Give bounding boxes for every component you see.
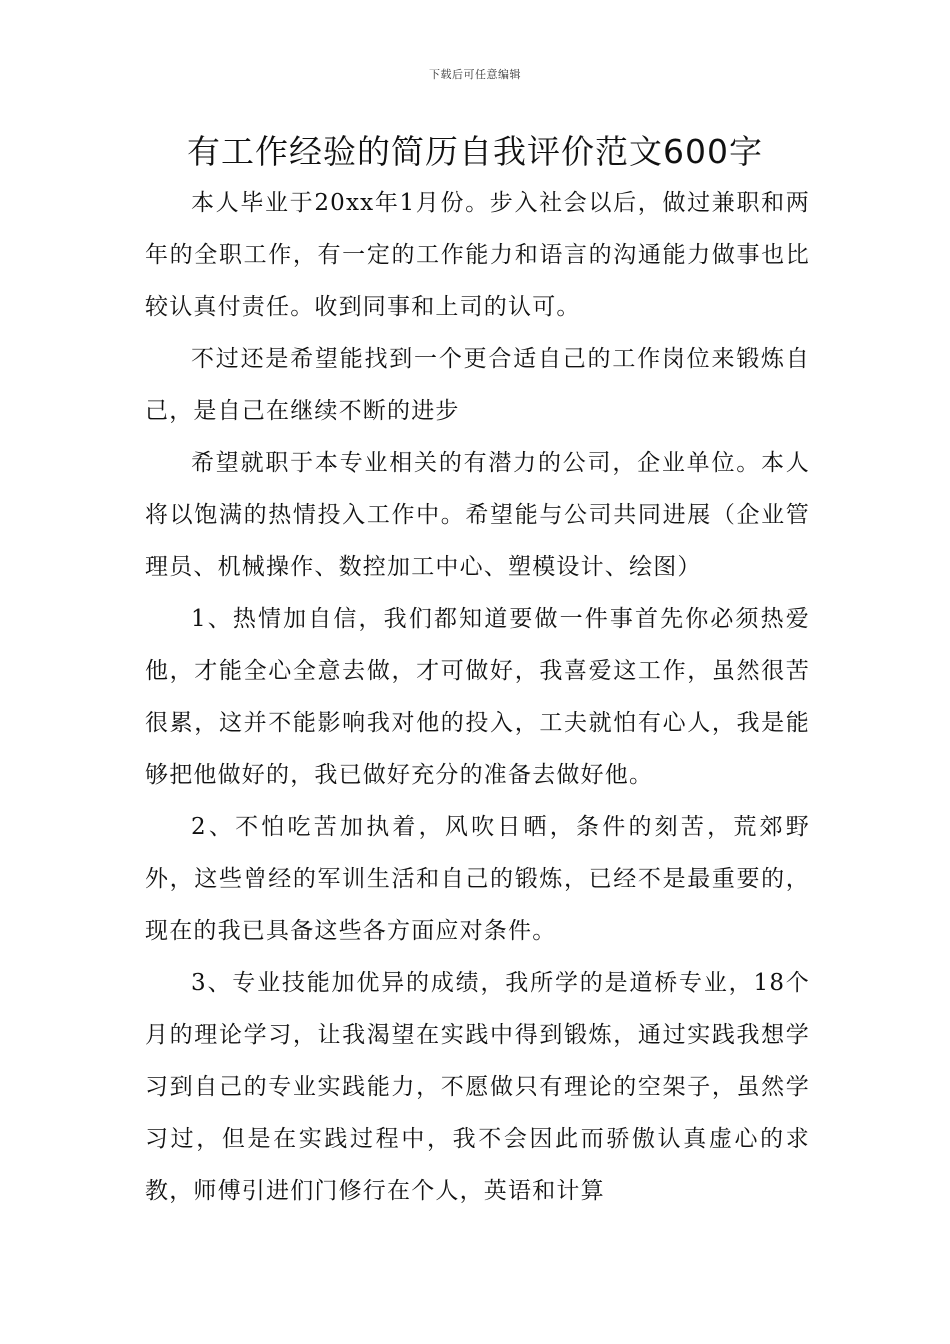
document-title: 有工作经验的简历自我评价范文600字 bbox=[187, 132, 763, 171]
paragraph-point-1: 1、热情加自信，我们都知道要做一件事首先你必须热爱他，才能全心全意去做，才可做好，我喜爱这工作，虽然很苦很累，这并不能影响我对他的投入，工夫就怕有心人，我是能够把他做好的，我已做好充分的准备去做好他。 bbox=[145, 606, 810, 788]
header-note: 下载后可任意编辑 bbox=[429, 68, 521, 81]
document-body bbox=[145, 177, 810, 1217]
paragraph-point-2: 2、不怕吃苦加执着，风吹日晒，条件的刻苦，荒郊野外，这些曾经的军训生活和自己的锻炼，已经不是最重要的，现在的我已具备这些各方面应对条件。 bbox=[145, 814, 810, 944]
paragraph-hope: 不过还是希望能找到一个更合适自己的工作岗位来锻炼自己，是自己在继续不断的进步 bbox=[145, 346, 810, 424]
paragraph-point-3: 3、专业技能加优异的成绩，我所学的是道桥专业，18个月的理论学习，让我渴望在实践中得到锻炼，通过实践我想学习到自己的专业实践能力，不愿做只有理论的空架子，虽然学习过，但是在实践过程中，我不会因此而骄傲认真虚心的求教，师傅引进们门修行在个人，英语和计算 bbox=[145, 970, 810, 1204]
paragraph-job-target: 希望就职于本专业相关的有潜力的公司，企业单位。本人将以饱满的热情投入工作中。希望能与公司共同进展（企业管理员、机械操作、数控加工中心、塑模设计、绘图） bbox=[145, 450, 810, 580]
paragraph-intro: 本人毕业于20xx年1月份。步入社会以后，做过兼职和两年的全职工作，有一定的工作能力和语言的沟通能力做事也比较认真付责任。收到同事和上司的认可。 bbox=[145, 190, 810, 320]
